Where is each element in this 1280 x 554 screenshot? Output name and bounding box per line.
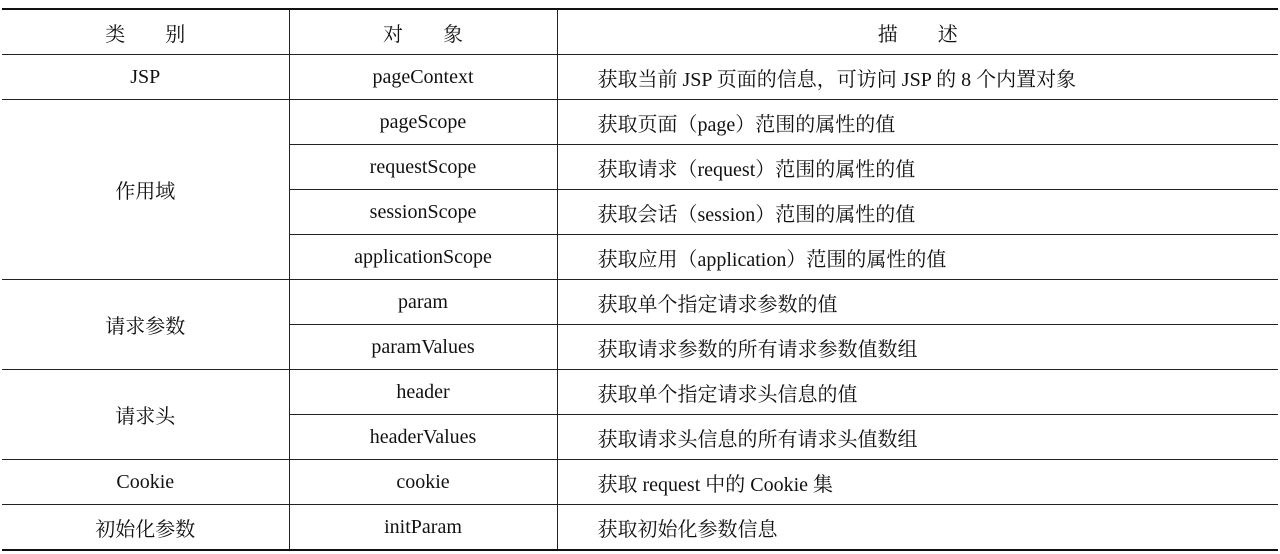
category-cell: 请求头: [2, 370, 289, 460]
object-cell: requestScope: [289, 145, 557, 190]
object-cell: pageScope: [289, 100, 557, 145]
category-cell: Cookie: [2, 460, 289, 505]
description-cell: 获取请求（request）范围的属性的值: [557, 145, 1278, 190]
category-cell: 初始化参数: [2, 505, 289, 551]
description-cell: 获取请求头信息的所有请求头值数组: [557, 415, 1278, 460]
description-cell: 获取单个指定请求头信息的值: [557, 370, 1278, 415]
description-cell: 获取 request 中的 Cookie 集: [557, 460, 1278, 505]
description-cell: 获取初始化参数信息: [557, 505, 1278, 551]
object-cell: cookie: [289, 460, 557, 505]
table-row: [2, 280, 1278, 325]
table-row: [2, 370, 1278, 415]
header-description: 描 述: [557, 9, 1278, 55]
header-row: [2, 9, 1278, 55]
implicit-objects-table: [2, 8, 1278, 551]
table-row: [2, 100, 1278, 145]
object-cell: param: [289, 280, 557, 325]
object-cell: applicationScope: [289, 235, 557, 280]
category-cell: 作用域: [2, 100, 289, 280]
object-cell: sessionScope: [289, 190, 557, 235]
category-cell: 请求参数: [2, 280, 289, 370]
description-cell: 获取当前 JSP 页面的信息，可访问 JSP 的 8 个内置对象: [557, 55, 1278, 100]
table-row: [2, 460, 1278, 505]
object-cell: headerValues: [289, 415, 557, 460]
description-cell: 获取会话（session）范围的属性的值: [557, 190, 1278, 235]
category-cell: JSP: [2, 55, 289, 100]
description-cell: 获取页面（page）范围的属性的值: [557, 100, 1278, 145]
description-cell: 获取单个指定请求参数的值: [557, 280, 1278, 325]
table-header: [2, 9, 1278, 55]
description-cell: 获取应用（application）范围的属性的值: [557, 235, 1278, 280]
description-cell: 获取请求参数的所有请求参数值数组: [557, 325, 1278, 370]
table-row: [2, 55, 1278, 100]
object-cell: initParam: [289, 505, 557, 551]
object-cell: pageContext: [289, 55, 557, 100]
table-row: [2, 505, 1278, 551]
object-cell: header: [289, 370, 557, 415]
header-object: 对 象: [289, 9, 557, 55]
header-category: 类 别: [2, 9, 289, 55]
object-cell: paramValues: [289, 325, 557, 370]
